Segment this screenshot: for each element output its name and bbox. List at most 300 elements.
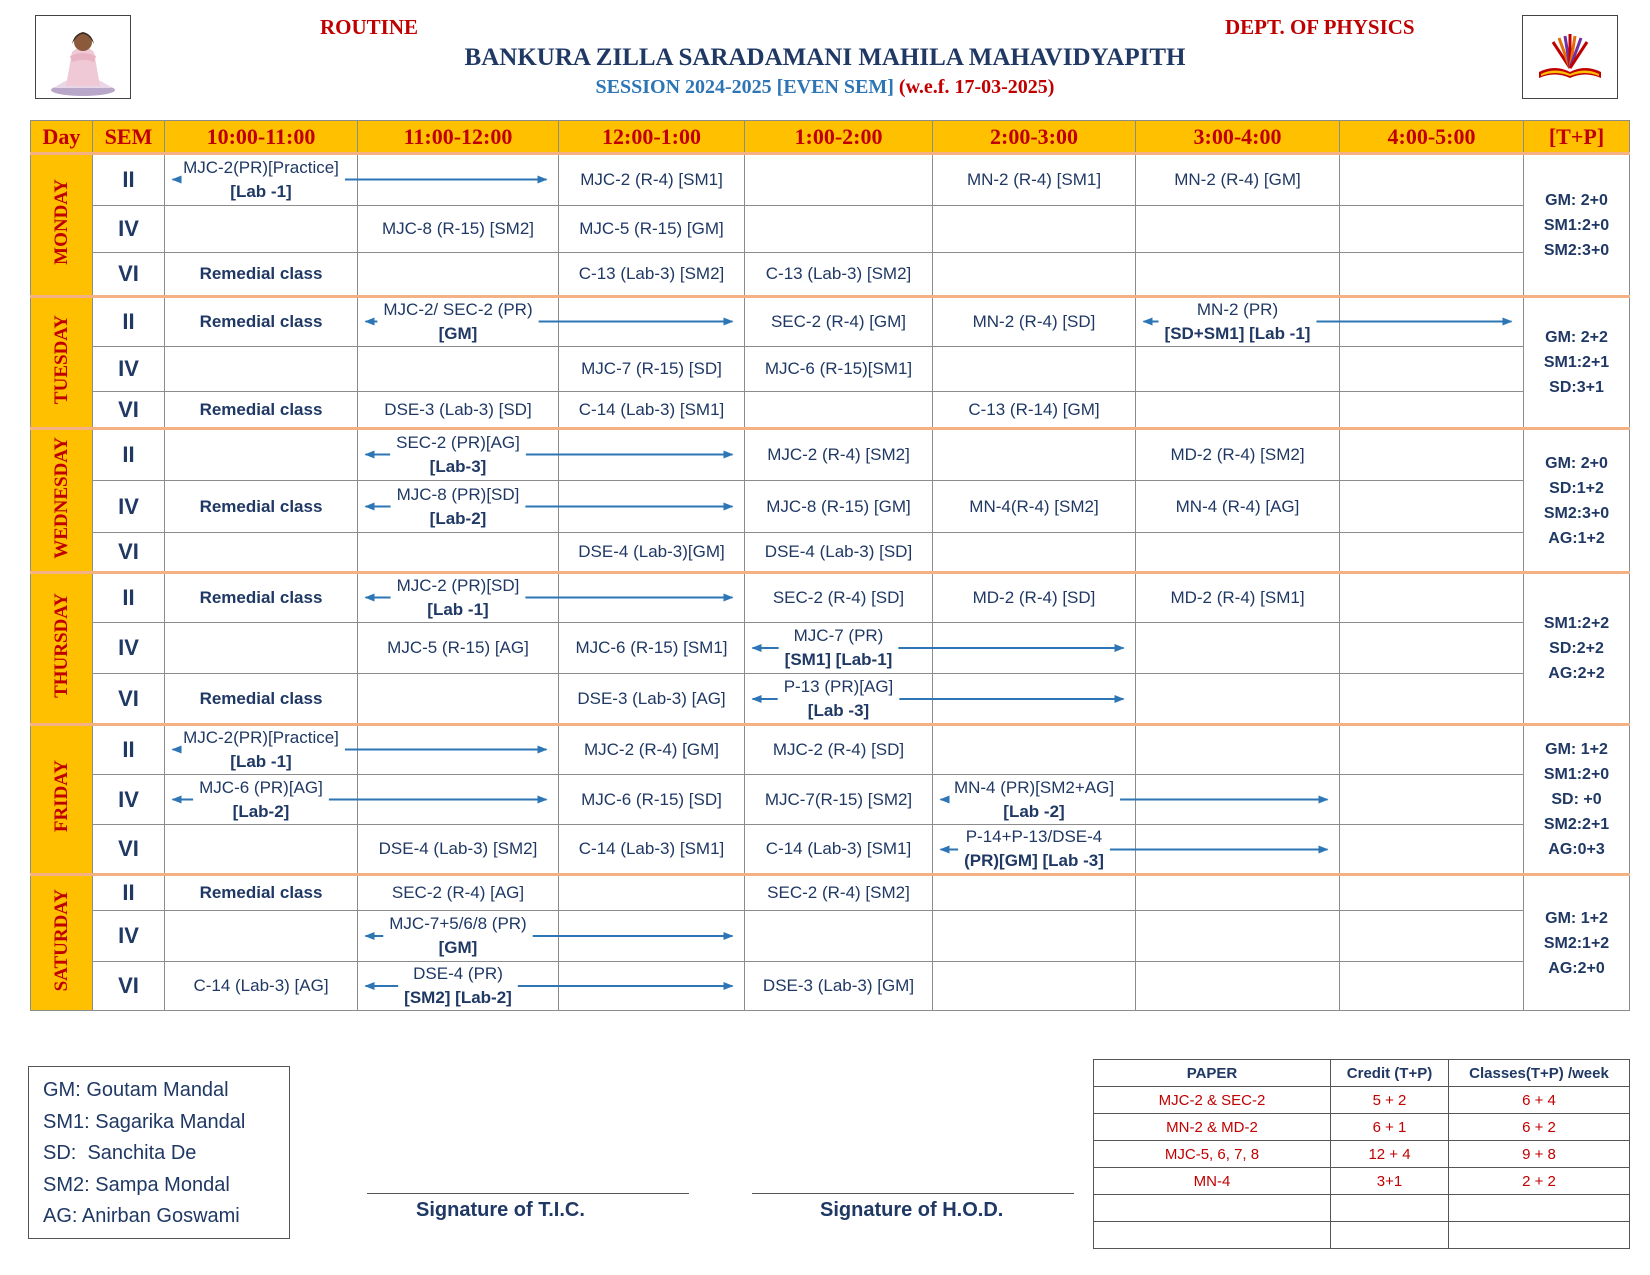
sem-cell: VI: [93, 962, 165, 1011]
class-entry: Remedial class: [199, 264, 323, 283]
department-label: DEPT. OF PHYSICS: [1225, 15, 1415, 39]
legend-item-sd: SD: Sanchita De: [43, 1142, 197, 1164]
routine-row: [31, 429, 1630, 481]
class-entry: MN-4 (R-4) [AG]: [1175, 496, 1300, 516]
credit-cell: MN-2 & MD-2: [1094, 1114, 1331, 1141]
class-entry: Remedial class: [199, 688, 323, 708]
class-slot-c2: [933, 206, 1136, 253]
class-slot-c1: [745, 206, 933, 253]
routine-row: [31, 623, 1630, 674]
class-slot-c12: [559, 674, 745, 725]
class-entry-line: [Lab-2]: [232, 801, 290, 821]
class-entry: DSE-4 (Lab-3)[GM]: [578, 542, 725, 561]
class-slot-c3: [1136, 623, 1340, 674]
class-slot-c1: [745, 154, 933, 206]
class-slot-c12: [559, 623, 745, 674]
tp-entry: GM: 2+0: [1545, 454, 1608, 472]
class-slot-c10: [165, 481, 358, 533]
class-slot-c10: [165, 154, 358, 206]
class-slot-c2: [933, 825, 1136, 875]
class-entry-line: MJC-7 (PR): [793, 626, 884, 645]
class-slot-c2: [933, 297, 1136, 347]
class-slot-c4: [1340, 674, 1524, 725]
sem-cell: VI: [93, 253, 165, 297]
credit-body: [1094, 1087, 1630, 1249]
class-slot-c4: [1340, 725, 1524, 775]
sem-cell: II: [93, 429, 165, 481]
class-slot-c1: [745, 911, 933, 962]
class-slot-c10: [165, 775, 358, 825]
tp-entry: AG:2+0: [1548, 959, 1605, 977]
teacher-legend: [28, 1066, 290, 1239]
class-entry-line: [Lab -1]: [427, 600, 489, 619]
day-label: THURSDAY: [50, 593, 72, 698]
class-slot-c12: [559, 253, 745, 297]
class-slot-c4: [1340, 533, 1524, 573]
class-slot-c1: [745, 725, 933, 775]
class-entry: MN-2 (R-4) [GM]: [1174, 170, 1301, 189]
routine-label: ROUTINE: [320, 15, 419, 39]
wef-date: (w.e.f. 17-03-2025): [898, 76, 1055, 98]
class-slot-c3: [1136, 674, 1340, 725]
sem-cell: IV: [93, 206, 165, 253]
credit-cell: [1094, 1222, 1331, 1249]
credit-header: Classes(T+P) /week: [1449, 1060, 1630, 1087]
class-entry: MJC-2 (R-4) [GM]: [583, 740, 720, 759]
credit-row: [1094, 1114, 1630, 1141]
class-slot-c3: [1136, 347, 1340, 392]
sem-cell: IV: [93, 911, 165, 962]
class-entry: MJC-2 (R-4) [SM2]: [767, 445, 910, 464]
class-entry-line: [Lab -1]: [230, 752, 292, 771]
sem-cell: VI: [93, 392, 165, 429]
class-slot-c12: [559, 962, 745, 1011]
class-entry: C-13 (Lab-3) [SM2]: [578, 264, 725, 283]
class-slot-c1: [745, 392, 933, 429]
tp-summary: [1524, 725, 1630, 875]
class-entry-line: [SM2] [Lab-2]: [404, 988, 512, 1007]
class-slot-c12: [559, 775, 745, 825]
tp-entry: SD:2+2: [1549, 640, 1604, 657]
routine-row: [31, 154, 1630, 206]
class-entry: MJC-7 (R-15) [SD]: [581, 359, 722, 378]
class-entry: DSE-3 (Lab-3) [SD]: [384, 399, 532, 419]
credit-cell: [1331, 1195, 1449, 1222]
tp-entry: SD:3+1: [1549, 379, 1604, 396]
class-slot-c2: [933, 154, 1136, 206]
tp-summary: [1524, 429, 1630, 573]
class-entry: MJC-6 (R-15)[SM1]: [764, 359, 913, 378]
credit-table: [1093, 1059, 1630, 1249]
class-entry: MJC-2 (R-4) [SM1]: [580, 170, 723, 189]
class-entry-line: [Lab -2]: [1003, 801, 1065, 821]
class-entry: MJC-7(R-15) [SM2]: [764, 789, 913, 809]
class-entry-line: MJC-2 (PR)[SD]: [396, 576, 520, 595]
session-line: [0, 76, 1650, 99]
class-slot-c4: [1340, 623, 1524, 674]
sem-cell: II: [93, 725, 165, 775]
class-slot-c3: [1136, 962, 1340, 1011]
class-slot-c4: [1340, 962, 1524, 1011]
class-slot-c2: [933, 392, 1136, 429]
class-slot-c10: [165, 962, 358, 1011]
class-slot-c2: [933, 533, 1136, 573]
class-entry: SEC-2 (R-4) [GM]: [770, 312, 907, 331]
credit-cell: MJC-5, 6, 7, 8: [1094, 1141, 1331, 1168]
class-slot-c3: [1136, 206, 1340, 253]
class-entry: Remedial class: [199, 496, 323, 516]
routine-row: [31, 911, 1630, 962]
class-entry-line: [Lab -1]: [230, 182, 292, 201]
class-slot-c4: [1340, 573, 1524, 623]
class-entry: MN-2 (R-4) [SM1]: [966, 170, 1102, 189]
class-slot-c11: [358, 674, 559, 725]
college-name: BANKURA ZILLA SARADAMANI MAHILA MAHAVIDYAPITH: [464, 44, 1186, 71]
class-slot-c12: [559, 481, 745, 533]
class-entry-line: [Lab -3]: [807, 700, 870, 720]
class-slot-c11: [358, 429, 559, 481]
tp-entry: GM: 1+2: [1545, 741, 1608, 758]
sem-cell: VI: [93, 825, 165, 875]
class-slot-c4: [1340, 297, 1524, 347]
sem-cell: IV: [93, 623, 165, 674]
tp-entry: AG:1+2: [1548, 529, 1605, 547]
class-slot-c4: [1340, 392, 1524, 429]
class-slot-c2: [933, 623, 1136, 674]
class-entry: DSE-4 (Lab-3) [SD]: [764, 542, 913, 561]
class-entry-line: [GM]: [438, 324, 478, 343]
class-slot-c2: [933, 962, 1136, 1011]
credit-cell: [1331, 1222, 1449, 1249]
class-entry: MJC-2 (R-4) [SD]: [772, 740, 905, 759]
tp-entry: SM1:2+0: [1543, 216, 1610, 234]
sem-cell: II: [93, 875, 165, 911]
class-entry-line: MJC-2(PR)[Practice]: [183, 158, 339, 177]
class-entry: Remedial class: [199, 588, 323, 607]
class-slot-c3: [1136, 775, 1340, 825]
credit-row: [1094, 1141, 1630, 1168]
class-entry: Remedial class: [199, 399, 323, 419]
class-slot-c11: [358, 533, 559, 573]
credit-cell: 5 + 2: [1331, 1087, 1449, 1114]
class-slot-c1: [745, 962, 933, 1011]
class-slot-c1: [745, 429, 933, 481]
class-slot-c12: [559, 533, 745, 573]
column-header: SEM: [93, 121, 165, 154]
class-slot-c3: [1136, 573, 1340, 623]
sem-cell: VI: [93, 674, 165, 725]
day-label: WEDNESDAY: [50, 436, 72, 559]
class-entry: MD-2 (R-4) [SM2]: [1170, 445, 1305, 464]
sem-cell: II: [93, 154, 165, 206]
legend-item-gm: GM: Goutam Mandal: [43, 1079, 229, 1101]
class-slot-c2: [933, 875, 1136, 911]
tp-entry: SM1:2+0: [1543, 766, 1610, 783]
tp-entry: SM2:2+1: [1543, 816, 1610, 833]
credit-header-row: [1094, 1060, 1630, 1087]
class-slot-c10: [165, 297, 358, 347]
class-slot-c1: [745, 775, 933, 825]
routine-row: [31, 533, 1630, 573]
column-header: Day: [31, 121, 93, 154]
class-slot-c11: [358, 297, 559, 347]
tp-entry: SM1:2+1: [1543, 354, 1610, 371]
class-entry-line: [SD+SM1] [Lab -1]: [1164, 324, 1311, 343]
routine-row: [31, 253, 1630, 297]
legend-item-sm1: SM1: Sagarika Mandal: [43, 1110, 246, 1133]
tic-signature-label: Signature of T.I.C.: [416, 1199, 585, 1221]
class-entry: MJC-5 (R-15) [GM]: [579, 219, 724, 238]
column-header: [T+P]: [1524, 121, 1630, 154]
class-slot-c3: [1136, 253, 1340, 297]
class-slot-c11: [358, 253, 559, 297]
tp-entry: SM2:3+0: [1543, 241, 1610, 259]
tp-entry: SM2:1+2: [1543, 934, 1610, 952]
class-slot-c3: [1136, 392, 1340, 429]
class-slot-c10: [165, 875, 358, 911]
class-entry: DSE-4 (Lab-3) [SM2]: [378, 839, 538, 858]
class-slot-c1: [745, 481, 933, 533]
routine-row: [31, 206, 1630, 253]
day-name-monday: [31, 154, 93, 297]
class-slot-c2: [933, 347, 1136, 392]
credit-cell: 6 + 4: [1449, 1087, 1630, 1114]
class-slot-c1: [745, 825, 933, 875]
class-slot-c10: [165, 429, 358, 481]
hod-signature-line: [752, 1193, 1074, 1194]
class-slot-c10: [165, 825, 358, 875]
class-slot-c4: [1340, 429, 1524, 481]
class-slot-c3: [1136, 825, 1340, 875]
class-entry: C-13 (Lab-3) [SM2]: [765, 264, 912, 283]
column-header: 3:00-4:00: [1136, 121, 1340, 154]
routine-row: [31, 962, 1630, 1011]
class-slot-c11: [358, 481, 559, 533]
sem-cell: IV: [93, 775, 165, 825]
header-row: [31, 121, 1630, 154]
tp-entry: GM: 2+2: [1545, 329, 1608, 346]
class-slot-c1: [745, 573, 933, 623]
class-slot-c11: [358, 825, 559, 875]
sem-cell: II: [93, 573, 165, 623]
class-slot-c12: [559, 875, 745, 911]
class-slot-c2: [933, 674, 1136, 725]
tp-entry: GM: 1+2: [1545, 909, 1608, 927]
credit-cell: [1094, 1195, 1331, 1222]
routine-row: [31, 347, 1630, 392]
class-slot-c11: [358, 725, 559, 775]
credit-row: [1094, 1168, 1630, 1195]
credit-cell: 3+1: [1331, 1168, 1449, 1195]
class-slot-c4: [1340, 206, 1524, 253]
credit-cell: 6 + 1: [1331, 1114, 1449, 1141]
class-slot-c3: [1136, 725, 1340, 775]
class-slot-c3: [1136, 429, 1340, 481]
credit-cell: 6 + 2: [1449, 1114, 1630, 1141]
class-entry-line: [GM]: [438, 938, 478, 957]
class-slot-c11: [358, 775, 559, 825]
column-header: 10:00-11:00: [165, 121, 358, 154]
class-slot-c2: [933, 911, 1136, 962]
class-slot-c1: [745, 674, 933, 725]
credit-header: Credit (T+P): [1331, 1060, 1449, 1087]
sem-cell: VI: [93, 533, 165, 573]
class-slot-c12: [559, 573, 745, 623]
class-entry: C-14 (Lab-3) [AG]: [193, 976, 329, 995]
class-slot-c3: [1136, 297, 1340, 347]
class-slot-c2: [933, 253, 1136, 297]
column-header: 2:00-3:00: [933, 121, 1136, 154]
credit-cell: 12 + 4: [1331, 1141, 1449, 1168]
class-slot-c1: [745, 875, 933, 911]
class-entry: SEC-2 (R-4) [AG]: [391, 883, 525, 902]
class-slot-c10: [165, 533, 358, 573]
class-entry: C-13 (R-14) [GM]: [968, 399, 1100, 419]
tp-summary: [1524, 573, 1630, 725]
class-slot-c11: [358, 911, 559, 962]
class-slot-c11: [358, 392, 559, 429]
class-entry: C-14 (Lab-3) [SM1]: [578, 399, 725, 419]
credit-cell: MJC-2 & SEC-2: [1094, 1087, 1331, 1114]
class-slot-c4: [1340, 875, 1524, 911]
column-header: 1:00-2:00: [745, 121, 933, 154]
class-entry-line: MJC-8 (PR)[SD]: [396, 484, 520, 504]
class-slot-c11: [358, 875, 559, 911]
class-entry: MD-2 (R-4) [SD]: [972, 588, 1096, 607]
class-entry-line: MN-2 (PR): [1196, 300, 1279, 319]
class-entry: MJC-6 (R-15) [SM1]: [575, 638, 728, 657]
class-slot-c10: [165, 392, 358, 429]
class-slot-c10: [165, 674, 358, 725]
class-entry: MD-2 (R-4) [SM1]: [1170, 588, 1305, 607]
hod-signature-label: Signature of H.O.D.: [820, 1199, 1004, 1221]
credit-cell: 9 + 8: [1449, 1141, 1630, 1168]
routine-row: [31, 674, 1630, 725]
class-slot-c3: [1136, 154, 1340, 206]
class-entry-line: [Lab-3]: [429, 457, 487, 476]
class-entry-line: DSE-4 (PR): [413, 964, 503, 983]
legend-item-ag: AG: Anirban Goswami: [43, 1205, 240, 1227]
routine-row: [31, 297, 1630, 347]
tp-entry: SM1:2+2: [1543, 615, 1610, 632]
class-entry: Remedial class: [199, 312, 323, 331]
credit-cell: MN-4: [1094, 1168, 1331, 1195]
day-label: MONDAY: [50, 179, 72, 265]
tp-entry: AG:0+3: [1548, 841, 1605, 858]
class-slot-c4: [1340, 347, 1524, 392]
class-slot-c11: [358, 206, 559, 253]
class-slot-c2: [933, 573, 1136, 623]
class-entry: DSE-3 (Lab-3) [AG]: [577, 688, 726, 708]
class-slot-c2: [933, 725, 1136, 775]
day-label: FRIDAY: [50, 760, 72, 833]
class-slot-c12: [559, 825, 745, 875]
class-slot-c4: [1340, 775, 1524, 825]
class-slot-c12: [559, 206, 745, 253]
class-slot-c2: [933, 481, 1136, 533]
day-name-friday: [31, 725, 93, 875]
class-slot-c11: [358, 962, 559, 1011]
class-entry: SEC-2 (R-4) [SM2]: [767, 883, 910, 902]
day-label: TUESDAY: [50, 314, 72, 405]
class-slot-c10: [165, 911, 358, 962]
routine-row: [31, 825, 1630, 875]
class-entry-line: [SM1] [Lab-1]: [784, 650, 893, 669]
day-name-tuesday: [31, 297, 93, 429]
class-slot-c10: [165, 347, 358, 392]
routine-row: [31, 573, 1630, 623]
credit-header: PAPER: [1094, 1060, 1331, 1087]
class-slot-c1: [745, 533, 933, 573]
routine-row: [31, 775, 1630, 825]
class-entry: MJC-6 (R-15) [SD]: [581, 789, 722, 809]
class-entry: DSE-3 (Lab-3) [GM]: [762, 976, 915, 995]
class-slot-c1: [745, 347, 933, 392]
tp-summary: [1524, 875, 1630, 1011]
class-slot-c11: [358, 347, 559, 392]
class-slot-c3: [1136, 911, 1340, 962]
routine-row: [31, 875, 1630, 911]
class-entry: C-14 (Lab-3) [SM1]: [578, 839, 725, 858]
class-entry: C-14 (Lab-3) [SM1]: [765, 839, 912, 858]
column-header: 12:00-1:00: [559, 121, 745, 154]
routine-row: [31, 392, 1630, 429]
day-label: SATURDAY: [50, 888, 72, 992]
day-name-saturday: [31, 875, 93, 1011]
routine-table: [30, 120, 1630, 1011]
class-slot-c10: [165, 725, 358, 775]
class-slot-c10: [165, 206, 358, 253]
class-entry-line: SEC-2 (PR)[AG]: [396, 433, 520, 452]
routine-row: [31, 725, 1630, 775]
credit-row: [1094, 1222, 1630, 1249]
tp-summary: [1524, 154, 1630, 297]
class-entry: MJC-8 (R-15) [SM2]: [381, 219, 535, 238]
day-name-thursday: [31, 573, 93, 725]
tp-entry: GM: 2+0: [1545, 191, 1608, 209]
class-slot-c4: [1340, 911, 1524, 962]
class-entry: MN-2 (R-4) [SD]: [972, 312, 1096, 331]
class-entry-line: MN-4 (PR)[SM2+AG]: [953, 777, 1115, 797]
tic-signature-line: [367, 1193, 689, 1194]
class-slot-c2: [933, 429, 1136, 481]
class-entry: Remedial class: [199, 883, 323, 902]
class-entry: MN-4(R-4) [SM2]: [969, 496, 1099, 516]
class-slot-c10: [165, 253, 358, 297]
class-slot-c10: [165, 623, 358, 674]
column-header: 4:00-5:00: [1340, 121, 1524, 154]
class-slot-c12: [559, 347, 745, 392]
credit-cell: [1449, 1195, 1630, 1222]
class-entry-line: MJC-7+5/6/8 (PR): [389, 914, 527, 933]
class-slot-c12: [559, 154, 745, 206]
tp-summary: [1524, 297, 1630, 429]
class-slot-c4: [1340, 253, 1524, 297]
class-slot-c2: [933, 775, 1136, 825]
class-slot-c3: [1136, 875, 1340, 911]
tp-entry: SM2:3+0: [1543, 504, 1610, 522]
class-slot-c3: [1136, 481, 1340, 533]
day-name-wednesday: [31, 429, 93, 573]
class-slot-c1: [745, 253, 933, 297]
legend-item-sm2: SM2: Sampa Mondal: [43, 1173, 230, 1196]
credit-row: [1094, 1195, 1630, 1222]
class-slot-c3: [1136, 533, 1340, 573]
class-slot-c12: [559, 297, 745, 347]
routine-body: [31, 154, 1630, 1011]
class-slot-c4: [1340, 154, 1524, 206]
class-entry-line: MJC-2(PR)[Practice]: [183, 728, 339, 747]
